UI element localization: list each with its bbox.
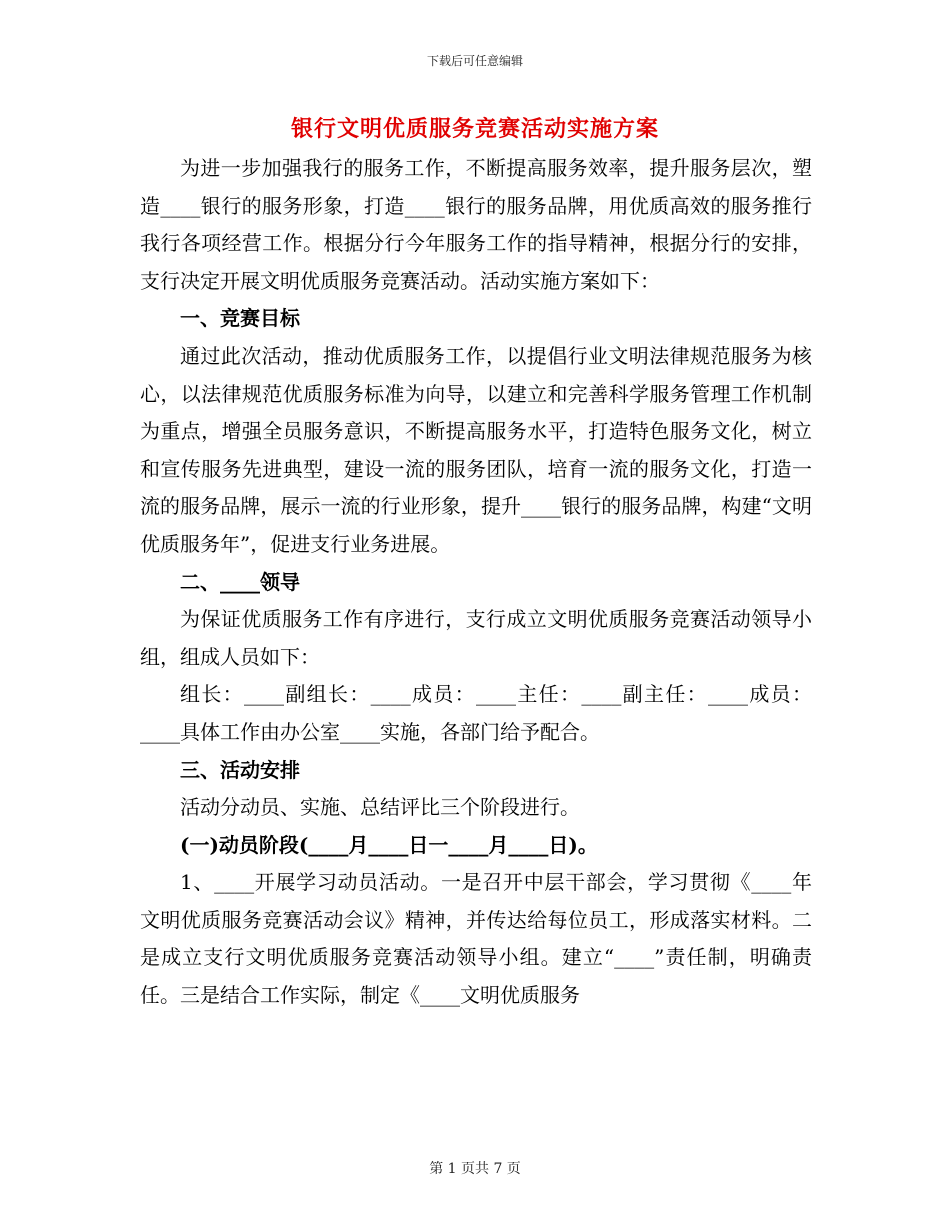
page-footer: 第 1 页共 7 页	[429, 1161, 521, 1177]
section-heading-goal: 一、竞赛目标	[180, 306, 300, 331]
header-note: 下载后可任意编辑	[426, 54, 523, 68]
paragraph-mobilization: 1、____开展学习动员活动。一是召开中层干部会，学习贯彻《____年文明优质服务竞赛活动会议》精神，并传达给每位员工，形成落实材料。二是成立支行文明优质服务竞赛活动领导小组。建立“____”责任制，明确责任。三是结合工作实际，制定《____文明优质服务	[140, 870, 812, 1008]
paragraph-members: 组长：____副组长：____成员：____主任：____副主任：____成员：____具体工作由办公室____实施，各部门给予配合。	[140, 682, 812, 744]
paragraph-leadership: 为保证优质服务工作有序进行，支行成立文明优质服务竞赛活动领导小组，组成人员如下：	[140, 607, 812, 669]
section-heading-arrangement: 三、活动安排	[180, 757, 300, 782]
subsection-heading-mobilization: (一)动员阶段(____月____日一____月____日)。	[180, 832, 598, 857]
document-title: 银行文明优质服务竞赛活动实施方案	[290, 116, 659, 142]
paragraph-goal: 通过此次活动，推动优质服务工作，以提倡行业文明法律规范服务为核心，以法律规范优质服务标准为向导，以建立和完善科学服务管理工作机制为重点，增强全员服务意识，不断提高服务水平，打造特色服务文化，树立和宣传服务先进典型，建设一流的服务团队，培育一流的服务文化，打造一流的服务品牌，展示一流的行业形象，提升____银行的服务品牌，构建“文明优质服务年”，促进支行业务进展。	[140, 343, 812, 556]
document-body	[140, 150, 812, 1015]
paragraph-intro: 为进一步加强我行的服务工作，不断提高服务效率，提升服务层次，塑造____银行的服务形象，打造____银行的服务品牌，用优质高效的服务推行我行各项经营工作。根据分行今年服务工作的指导精神，根据分行的安排，支行决定开展文明优质服务竞赛活动。活动实施方案如下：	[140, 156, 812, 293]
paragraph-arrangement: 活动分动员、实施、总结评比三个阶段进行。	[180, 795, 580, 820]
section-heading-leadership: 二、____领导	[180, 569, 300, 594]
